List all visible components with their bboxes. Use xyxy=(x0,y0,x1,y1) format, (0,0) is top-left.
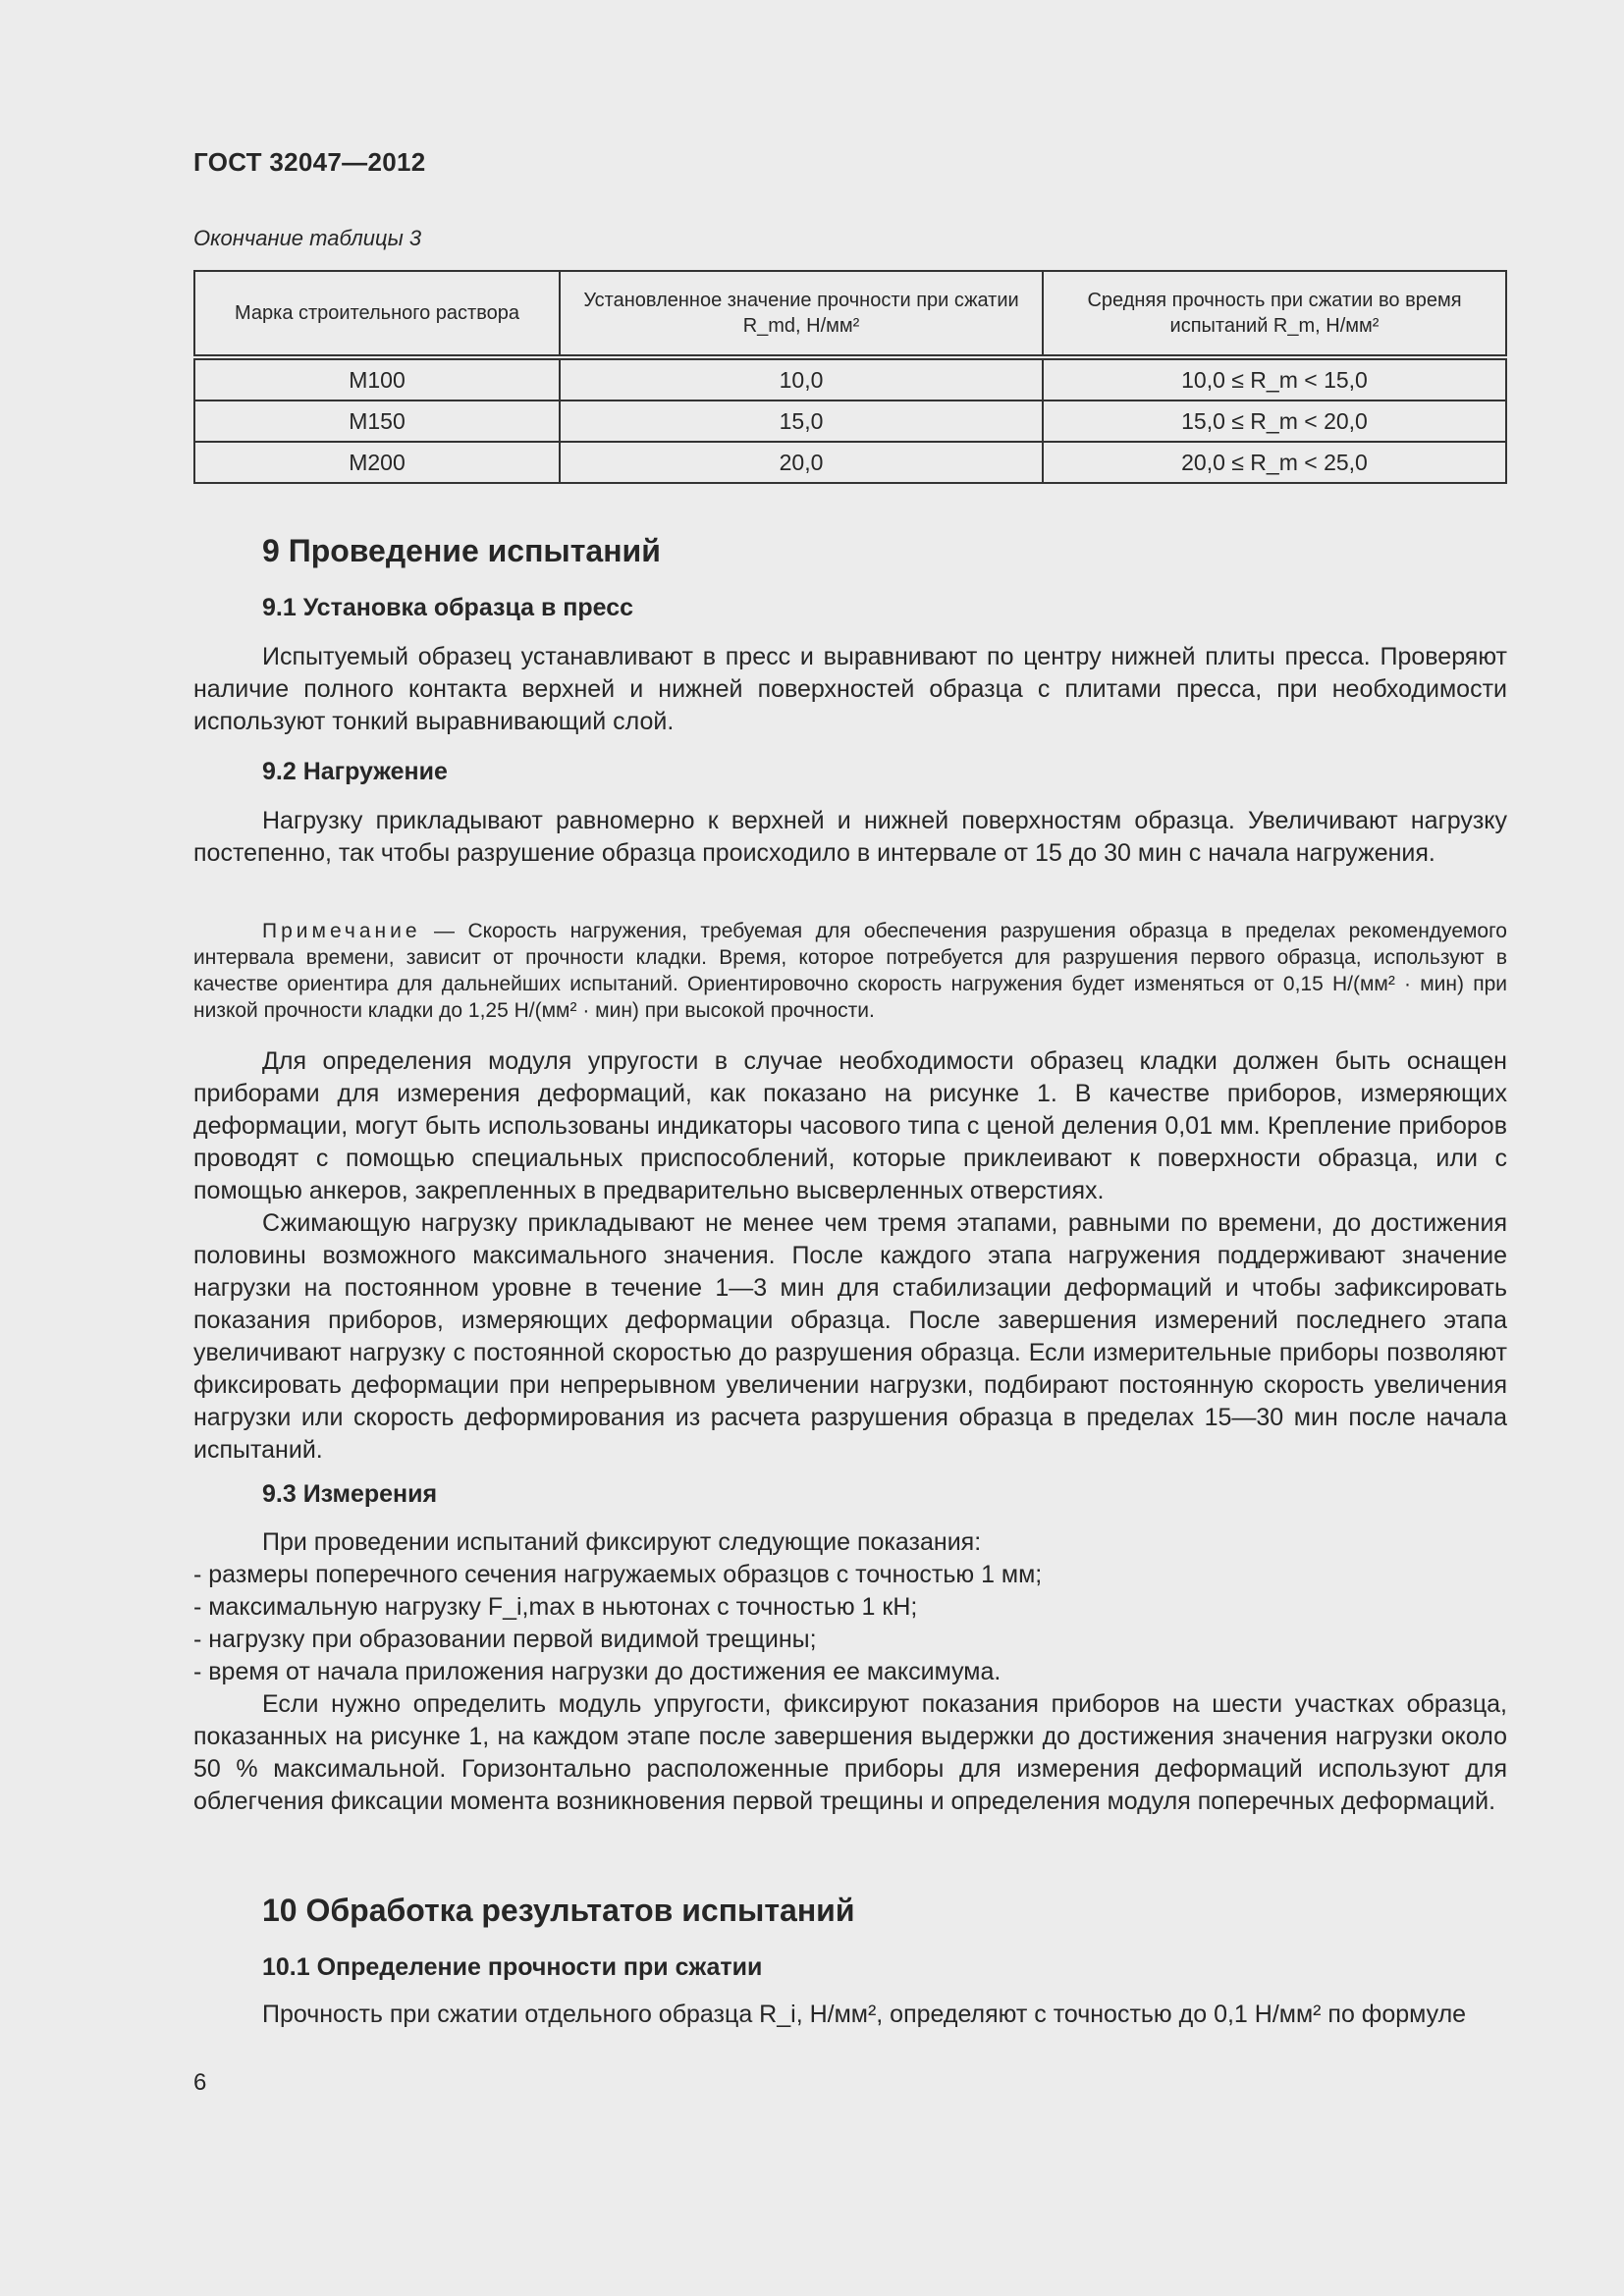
section-9-title: 9 Проведение испытаний xyxy=(262,533,661,568)
list-item: - максимальную нагрузку F_i,max в ньютонах с точностью 1 кН; xyxy=(193,1593,918,1621)
section-10-1-body xyxy=(193,1999,1507,2031)
table-cell: 15,0 xyxy=(560,400,1043,442)
list-item: - время от начала приложения нагрузки до достижения ее максимума. xyxy=(193,1658,1001,1685)
note-block xyxy=(193,918,1507,1024)
note-text: — Скорость нагружения, требуемая для обеспечения разрушения образца в пределах рекомендуемого интервала времени, зависит от прочности кладки. Время, которое потребуется для разрушения первого образца, используют в качестве ориентира для дальнейших испытаний. Ориентировочно скорость нагружения будет изменяться от 0,15 Н/(мм² · мин) при низкой прочности кладки до 1,25 Н/(мм² · мин) при высокой прочности. xyxy=(193,920,1507,1022)
table-cell: М100 xyxy=(194,357,560,400)
note xyxy=(193,918,1507,1024)
table-caption: Окончание таблицы 3 xyxy=(193,226,422,250)
strength-table xyxy=(193,270,1507,484)
section-9-2-body xyxy=(193,805,1507,870)
paragraph: Испытуемый образец устанавливают в пресс и выравнивают по центру нижней плиты пресса. Проверяют наличие полного контакта верхней и нижней поверхностей образца с плитами пресса, при необходимости используют тонкий выравнивающий слой. xyxy=(193,643,1507,735)
table-cell: 10,0 xyxy=(560,357,1043,400)
header-text: Установленное значение прочности при сжатии R_md, Н/мм² xyxy=(583,290,1019,337)
table-row xyxy=(194,357,1506,400)
table-row xyxy=(194,442,1506,483)
paragraph: Для определения модуля упругости в случае необходимости образец кладки должен быть оснащен приборами для измерения деформаций, как показано на рисунке 1. В качестве приборов, измеряющих деформации, могут быть использованы индикаторы часового типа с ценой деления 0,01 мм. Крепление приборов проводят с помощью специальных приспособлений, которые приклеивают к поверхности образца, или с помощью анкеров, закрепленных в предварительно высверленных отверстиях. xyxy=(193,1047,1507,1204)
section-9-2-body-continued xyxy=(193,1045,1507,1467)
section-9-3-body xyxy=(193,1526,1507,1818)
header-text: Марка строительного раствора xyxy=(235,302,519,324)
header-text: Средняя прочность при сжатии во время испытаний R_m, Н/мм² xyxy=(1087,290,1462,337)
measurement-list xyxy=(193,1559,1507,1688)
subsection-9-1-title: 9.1 Установка образца в пресс xyxy=(262,594,634,621)
table-cell: 15,0 ≤ R_m < 20,0 xyxy=(1043,400,1506,442)
page-number: 6 xyxy=(193,2069,207,2096)
table-header-cell xyxy=(560,271,1043,357)
table-cell: 10,0 ≤ R_m < 15,0 xyxy=(1043,357,1506,400)
list-item: - размеры поперечного сечения нагружаемых образцов с точностью 1 мм; xyxy=(193,1561,1043,1588)
paragraph: Нагрузку прикладывают равномерно к верхней и нижней поверхностям образца. Увеличивают нагрузку постепенно, так чтобы разрушение образца происходило в интервале от 15 до 30 мин с начала нагружения. xyxy=(193,807,1507,867)
section-10-title: 10 Обработка результатов испытаний xyxy=(262,1893,855,1928)
table-row xyxy=(194,400,1506,442)
paragraph: Если нужно определить модуль упругости, фиксируют показания приборов на шести участках образца, показанных на рисунке 1, на каждом этапе после завершения выдержки до достижения значения нагрузки около 50 % максимальной. Горизонтально расположенные приборы для измерения деформаций используют для облегчения фиксации момента возникновения первой трещины и определения модуля поперечных деформаций. xyxy=(193,1690,1507,1815)
table-cell: М200 xyxy=(194,442,560,483)
note-label: Примечание xyxy=(262,920,421,942)
paragraph: Прочность при сжатии отдельного образца R_i, Н/мм², определяют с точностью до 0,1 Н/мм² по формуле xyxy=(262,2001,1467,2028)
list-intro: При проведении испытаний фиксируют следующие показания: xyxy=(262,1528,982,1556)
table-cell: 20,0 xyxy=(560,442,1043,483)
subsection-10-1-title: 10.1 Определение прочности при сжатии xyxy=(262,1953,763,1981)
section-9-1-body xyxy=(193,641,1507,738)
paragraph: Сжимающую нагрузку прикладывают не менее чем тремя этапами, равными по времени, до достижения половины возможного максимального значения. После каждого этапа нагружения поддерживают значение нагрузки на постоянном уровне в течение 1—3 мин для стабилизации деформаций и чтобы зафиксировать показания приборов, измеряющих деформации образца. После завершения измерений последнего этапа увеличивают нагрузку с постоянной скоростью до разрушения образца. Если измерительные приборы позволяют фиксировать деформации при непрерывном увеличении нагрузки, подбирают постоянную скорость увеличения нагрузки или скорость деформирования из расчета разрушения образца в пределах 15—30 мин после начала испытаний. xyxy=(193,1209,1507,1464)
subsection-9-2-title: 9.2 Нагружение xyxy=(262,758,448,785)
table-header-cell xyxy=(194,271,560,357)
table-header-cell xyxy=(1043,271,1506,357)
subsection-9-3-title: 9.3 Измерения xyxy=(262,1480,438,1508)
table-cell: М150 xyxy=(194,400,560,442)
table-header-row xyxy=(194,271,1506,357)
table-cell: 20,0 ≤ R_m < 25,0 xyxy=(1043,442,1506,483)
list-item: - нагрузку при образовании первой видимой трещины; xyxy=(193,1626,817,1653)
document-header: ГОСТ 32047—2012 xyxy=(193,147,426,177)
